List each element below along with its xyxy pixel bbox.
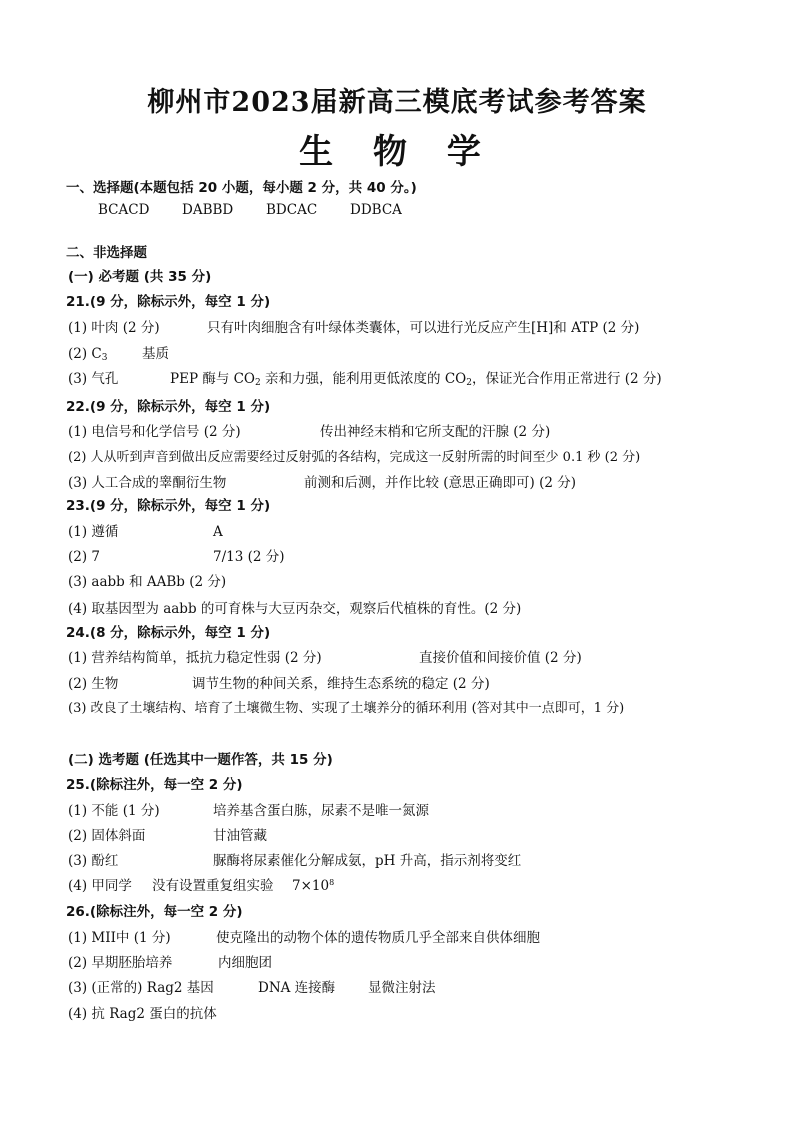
q25-line-2: (2) 固体斜面 甘油管藏 bbox=[68, 828, 267, 844]
answer-group-4: DDBCA bbox=[350, 202, 402, 218]
q23-line-1: (1) 遵循 A bbox=[68, 524, 223, 540]
q23-line-2: (2) 7 7/13 (2 分) bbox=[68, 549, 285, 565]
q24-heading: 24.(8 分，除标示外，每空 1 分) bbox=[66, 625, 271, 641]
q22-line-3: (3) 人工合成的睾酮衍生物 前测和后测，并作比较 (意思正确即可) (2 分) bbox=[68, 475, 577, 491]
q21-line-3: (3) 气孔 PEP 酶与 $CO_2$ 亲和力强，能利用更低浓度的 $CO_2$，保证光合作用正常进行 (2 分) bbox=[68, 371, 662, 388]
q23-heading: 23.(9 分，除标示外，每空 1 分) bbox=[66, 498, 271, 514]
q21-heading: 21.(9 分，除标示外，每空 1 分) bbox=[66, 294, 271, 310]
subject-title: 生 物 学 bbox=[299, 132, 495, 172]
choice-answers bbox=[98, 201, 402, 219]
q22-heading: 22.(9 分，除标示外，每空 1 分) bbox=[66, 399, 271, 415]
q22-line-2: (2) 人从听到声音到做出反应需要经过反射弧的各结构，完成这一反射所需的时间至少 0.1 秒 (2 分) bbox=[68, 450, 641, 465]
q21-line-1: (1) 叶肉 (2 分) 只有叶肉细胞含有叶绿体类囊体，可以进行光反应产生[H]和 ATP (2 分) bbox=[68, 320, 640, 336]
q25-line-1: (1) 不能 (1 分) 培养基含蛋白胨，尿素不是唯一氮源 bbox=[68, 803, 429, 819]
optional-heading: (二) 选考题 (任选其中一题作答，共 15 分) bbox=[68, 752, 333, 768]
answer-group-3: BDCAC bbox=[266, 202, 318, 218]
q26-line-1: (1) MII中 (1 分) 使克隆出的动物个体的遗传物质几乎全部来自供体细胞 bbox=[68, 930, 540, 946]
q25-line-4: (4) 甲同学 没有设置重复组实验 $7\times 10^8$ bbox=[68, 878, 335, 894]
q21-line-2: (2) $C_3$ 基质 bbox=[68, 346, 169, 363]
q23-line-4: (4) 取基因型为 aabb 的可育株与大豆丙杂交，观察后代植株的育性。(2 分) bbox=[68, 601, 522, 617]
q26-heading: 26.(除标注外，每一空 2 分) bbox=[66, 904, 243, 920]
answer-group-2: DABBD bbox=[182, 202, 234, 218]
required-heading: (一) 必考题 (共 35 分) bbox=[68, 269, 212, 285]
q24-line-2: (2) 生物 调节生物的种间关系，维持生态系统的稳定 (2 分) bbox=[68, 676, 490, 692]
q22-line-1: (1) 电信号和化学信号 (2 分) 传出神经末梢和它所支配的汗腺 (2 分) bbox=[68, 424, 551, 440]
q26-line-2: (2) 早期胚胎培养 内细胞团 bbox=[68, 955, 272, 971]
q26-line-3: (3) (正常的) Rag2 基因 DNA 连接酶 显微注射法 bbox=[68, 980, 436, 996]
q24-line-1: (1) 营养结构简单，抵抗力稳定性弱 (2 分) 直接价值和间接价值 (2 分) bbox=[68, 650, 582, 666]
answer-group-1: BCACD bbox=[98, 202, 150, 218]
page-title: 柳州市2023届新高三模底考试参考答案 bbox=[147, 87, 647, 118]
q25-heading: 25.(除标注外，每一空 2 分) bbox=[66, 777, 243, 793]
q23-line-3: (3) aabb 和 AABb (2 分) bbox=[68, 574, 227, 590]
q25-line-3: (3) 酚红 脲酶将尿素催化分解成氨，pH 升高，指示剂将变红 bbox=[68, 853, 522, 869]
q26-line-4: (4) 抗 Rag2 蛋白的抗体 bbox=[68, 1006, 217, 1022]
part2-heading: 二、非选择题 bbox=[66, 245, 147, 261]
q24-line-3: (3) 改良了土壤结构、培育了土壤微生物、实现了土壤养分的循环利用 (答对其中一点即可，1 分) bbox=[68, 701, 625, 716]
part1-heading: 一、选择题(本题包括 20 小题，每小题 2 分，共 40 分。) bbox=[66, 180, 417, 196]
